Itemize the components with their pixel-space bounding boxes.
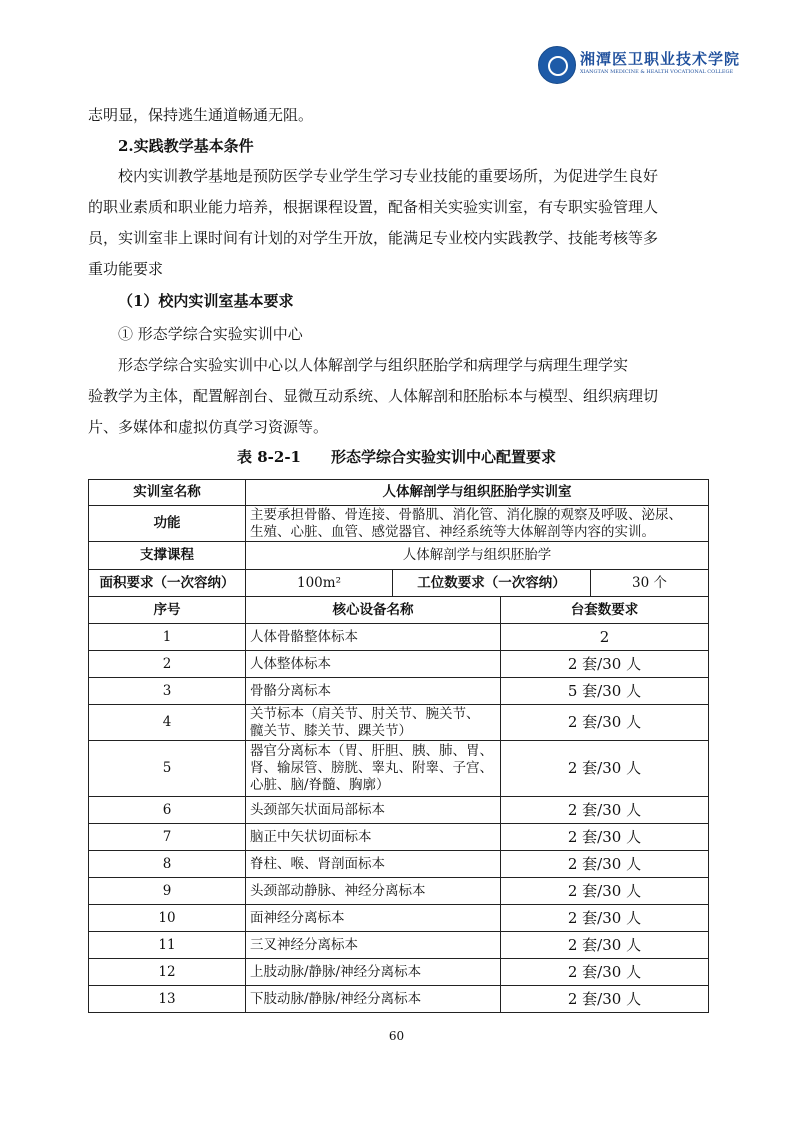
table-row — [89, 480, 709, 506]
equipment-table — [88, 479, 709, 1013]
table-row — [89, 905, 709, 932]
text-line: 志明显，保持逃生通道畅通无阻。 — [88, 106, 314, 124]
row-no: 10 — [89, 905, 246, 932]
row-no: 3 — [89, 678, 246, 705]
row-no: 13 — [89, 986, 246, 1013]
row-quantity: 2 套/30 人 — [501, 878, 709, 905]
text-line: 下肢动脉/静脉/神经分离标本 — [250, 990, 422, 1007]
row-no: 5 — [89, 741, 246, 797]
text-line: 的职业素质和职业能力培养，根据课程设置，配备相关实验实训室，有专职实验管理人 — [88, 198, 659, 216]
text-line: 髋关节、膝关节、踝关节） — [250, 722, 412, 739]
item-heading: ① 形态学综合实验实训中心 — [118, 325, 303, 343]
table-row — [89, 705, 709, 741]
text-line: 重功能要求 — [88, 260, 164, 278]
row-equipment-name — [246, 824, 501, 851]
row-quantity: 2 套/30 人 — [501, 741, 709, 797]
subsection-heading: （1）校内实训室基本要求 — [118, 292, 294, 310]
course-label: 支撑课程 — [89, 542, 246, 570]
table-row — [89, 932, 709, 959]
area-value: 100m² — [246, 570, 393, 597]
row-no: 2 — [89, 651, 246, 678]
text-line: 人体骨骼整体标本 — [250, 628, 358, 645]
row-quantity: 2 套/30 人 — [501, 851, 709, 878]
text-line: 校内实训教学基地是预防医学专业学生学习专业技能的重要场所，为促进学生良好 — [118, 167, 659, 185]
table-row — [89, 570, 709, 597]
row-quantity: 5 套/30 人 — [501, 678, 709, 705]
table-row — [89, 506, 709, 542]
room-label: 实训室名称 — [89, 480, 246, 506]
text-line: 头颈部矢状面局部标本 — [250, 801, 385, 818]
seats-label: 工位数要求（一次容纳） — [393, 570, 591, 597]
text-line: 面神经分离标本 — [250, 909, 345, 926]
paragraph-2 — [88, 350, 708, 443]
text-line: 骨骼分离标本 — [250, 682, 331, 699]
col-name: 核心设备名称 — [246, 597, 501, 624]
table-row — [89, 678, 709, 705]
row-quantity: 2 套/30 人 — [501, 705, 709, 741]
college-seal-icon — [538, 46, 576, 84]
row-equipment-name — [246, 741, 501, 797]
row-no: 8 — [89, 851, 246, 878]
row-no: 1 — [89, 624, 246, 651]
table-row — [89, 797, 709, 824]
page-number: 60 — [388, 1029, 405, 1043]
table-row — [89, 986, 709, 1013]
row-equipment-name — [246, 851, 501, 878]
table-row — [89, 542, 709, 570]
text-line: 人体整体标本 — [250, 655, 331, 672]
row-quantity: 2 套/30 人 — [501, 959, 709, 986]
row-quantity: 2 — [501, 624, 709, 651]
text-line: 关节标本（肩关节、肘关节、腕关节、 — [250, 705, 480, 722]
row-quantity: 2 套/30 人 — [501, 651, 709, 678]
row-no: 4 — [89, 705, 246, 741]
text-line: 头颈部动静脉、神经分离标本 — [250, 882, 426, 899]
course-value: 人体解剖学与组织胚胎学 — [246, 542, 709, 570]
area-label: 面积要求（一次容纳） — [89, 570, 246, 597]
row-equipment-name — [246, 678, 501, 705]
row-equipment-name — [246, 932, 501, 959]
logo-cn: 湘潭医卫职业技术学院 — [580, 50, 741, 68]
table-row — [89, 651, 709, 678]
row-equipment-name — [246, 986, 501, 1013]
row-no: 6 — [89, 797, 246, 824]
function-label: 功能 — [89, 506, 246, 542]
table-caption: 表 8-2-1 形态学综合实验实训中心配置要求 — [237, 448, 556, 466]
table-header-row — [89, 597, 709, 624]
table-row — [89, 851, 709, 878]
row-equipment-name — [246, 905, 501, 932]
seats-value: 30 个 — [591, 570, 709, 597]
text-line: 脑正中矢状切面标本 — [250, 828, 372, 845]
room-value: 人体解剖学与组织胚胎学实训室 — [246, 480, 709, 506]
section-heading: 2.实践教学基本条件 — [118, 137, 254, 155]
row-no: 12 — [89, 959, 246, 986]
row-no: 7 — [89, 824, 246, 851]
table-row — [89, 959, 709, 986]
text-line: 三叉神经分离标本 — [250, 936, 358, 953]
row-no: 9 — [89, 878, 246, 905]
row-quantity: 2 套/30 人 — [501, 905, 709, 932]
text-line: 肾、输尿管、膀胱、睾丸、附睾、子宫、 — [250, 760, 493, 776]
row-quantity: 2 套/30 人 — [501, 932, 709, 959]
row-equipment-name — [246, 878, 501, 905]
row-equipment-name — [246, 959, 501, 986]
row-quantity: 2 套/30 人 — [501, 797, 709, 824]
col-qty: 台套数要求 — [501, 597, 709, 624]
table-row — [89, 878, 709, 905]
table-row — [89, 824, 709, 851]
table-row — [89, 741, 709, 797]
function-value: 主要承担骨骼、骨连接、骨骼肌、消化管、消化腺的观察及呼吸、泌尿、 生殖、心脏、血管、感觉器官、神经系统等大体解剖等内容的实训。 — [246, 506, 709, 542]
text-line: 脊柱、喉、肾剖面标本 — [250, 855, 385, 872]
row-equipment-name — [246, 705, 501, 741]
text-line: 心脏、脑/脊髓、胸廓） — [250, 777, 390, 793]
paragraph-1 — [88, 161, 708, 285]
text-line: 验教学为主体，配置解剖台、显微互动系统、人体解剖和胚胎标本与模型、组织病理切 — [88, 387, 659, 405]
text-line: 员，实训室非上课时间有计划的对学生开放，能满足专业校内实践教学、技能考核等多 — [88, 229, 659, 247]
row-equipment-name — [246, 624, 501, 651]
row-no: 11 — [89, 932, 246, 959]
col-no: 序号 — [89, 597, 246, 624]
row-quantity: 2 套/30 人 — [501, 986, 709, 1013]
text-line: 器官分离标本（胃、肝胆、胰、肺、胃、 — [250, 743, 493, 759]
row-equipment-name — [246, 651, 501, 678]
text-line: 片、多媒体和虚拟仿真学习资源等。 — [88, 418, 329, 436]
college-logo — [538, 46, 741, 84]
text-line: 形态学综合实验实训中心以人体解剖学与组织胚胎学和病理学与病理生理学实 — [118, 356, 629, 374]
logo-en: XIANGTAN MEDICINE & HEALTH VOCATIONAL COLLEGE — [580, 69, 734, 75]
row-equipment-name — [246, 797, 501, 824]
table-row — [89, 624, 709, 651]
row-quantity: 2 套/30 人 — [501, 824, 709, 851]
text-line: 上肢动脉/静脉/神经分离标本 — [250, 963, 422, 980]
